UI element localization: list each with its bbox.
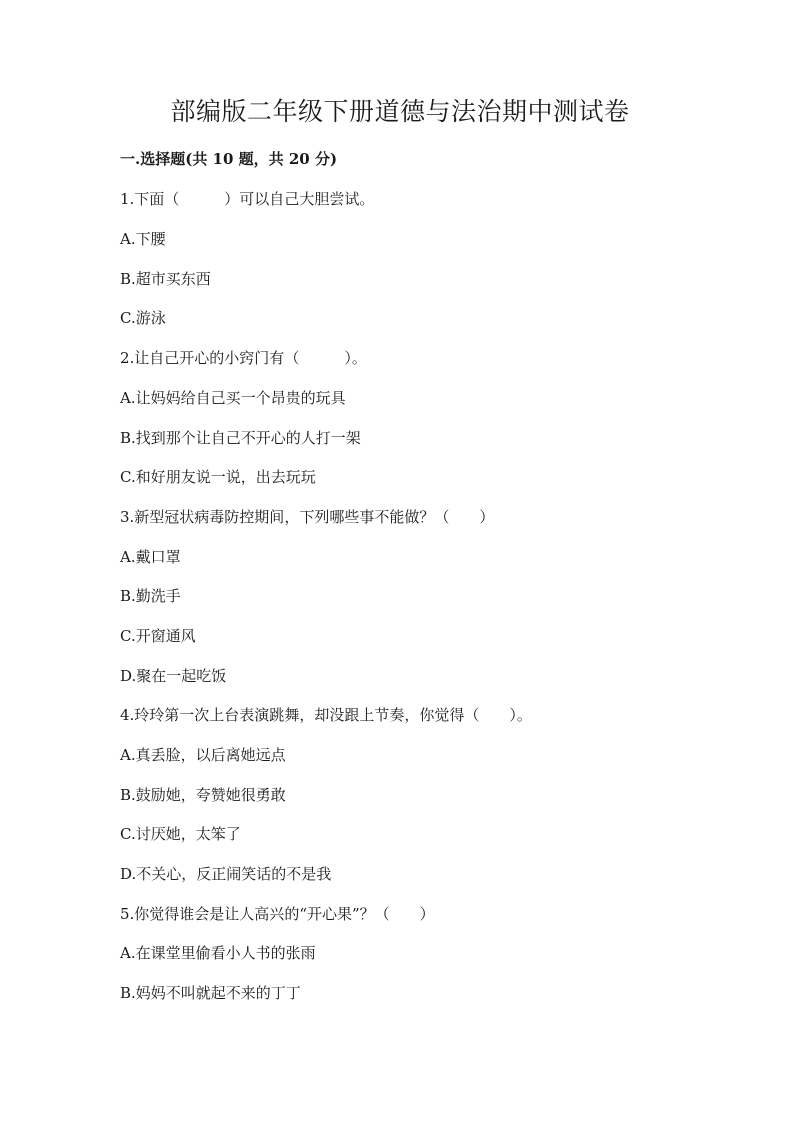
question-3-option-b: B.勤洗手 [120,587,181,605]
question-5-option-a: A.在课堂里偷看小人书的张雨 [120,944,316,962]
question-1-option-c: C.游泳 [120,309,166,327]
question-1-option-a: A.下腰 [120,230,166,248]
question-3-option-d: D.聚在一起吃饭 [120,667,227,685]
question-5-option-b: B.妈妈不叫就起不来的丁丁 [120,984,301,1002]
question-5: 5.你觉得谁会是让人高兴的“开心果”？（ ） [120,905,435,923]
question-2: 2.让自己开心的小窍门有（ ）。 [120,349,367,367]
question-4-option-c: C.讨厌她，太笨了 [120,825,241,843]
question-4-option-b: B.鼓励她，夸赞她很勇敢 [120,786,286,804]
question-4-option-d: D.不关心，反正闹笑话的不是我 [120,865,332,883]
question-4: 4.玲玲第一次上台表演跳舞，却没跟上节奏，你觉得（ ）。 [120,706,532,724]
page-title: 部编版二年级下册道德与法治期中测试卷 [170,97,630,126]
question-2-option-b: B.找到那个让自己不开心的人打一架 [120,429,361,447]
question-4-option-a: A.真丢脸，以后离她远点 [120,746,286,764]
section-heading: 一.选择题(共 10 题，共 20 分) [120,150,338,168]
question-3-option-a: A.戴口罩 [120,548,181,566]
question-3: 3.新型冠状病毒防控期间，下列哪些事不能做？（ ） [120,508,495,526]
question-2-option-c: C.和好朋友说一说，出去玩玩 [120,468,316,486]
question-2-option-a: A.让妈妈给自己买一个昂贵的玩具 [120,389,346,407]
question-1: 1.下面（ ）可以自己大胆尝试。 [120,190,375,208]
question-1-option-b: B.超市买东西 [120,270,211,288]
question-3-option-c: C.开窗通风 [120,627,196,645]
